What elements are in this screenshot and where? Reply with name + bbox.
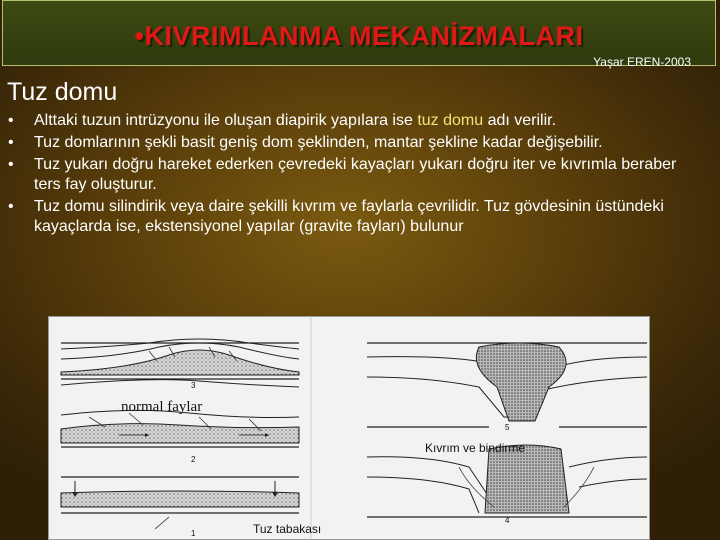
panel-number: 3 — [191, 381, 196, 390]
panel-number: 1 — [191, 529, 196, 538]
panel-number: 2 — [191, 455, 196, 464]
title-bar — [2, 0, 716, 69]
highlighted-term: tuz domu — [417, 112, 484, 129]
bullet-icon: • — [8, 156, 14, 173]
bullet-list — [8, 111, 698, 239]
author-credit: Yaşar EREN-2003 — [593, 55, 691, 69]
bullet-item — [8, 197, 698, 237]
bullet-text: Tuz domlarının şekli basit geniş dom şeklinden, mantar şekline kadar değişebilir. — [34, 134, 603, 151]
salt-dome-diagram — [48, 316, 650, 540]
section-title: Tuz domu — [7, 78, 118, 106]
bullet-text-end: adı verilir. — [483, 112, 557, 129]
bullet-text: Tuz domu silindirik veya daire şekilli kıvrım ve faylarla çevrilidir. Tuz gövdesinin üstündeki kayaçlarda ise, ekstensiyonel yapılar (gravite fayları) bulunur — [34, 198, 664, 235]
bullet-item — [8, 111, 698, 131]
panel-4-fold-thrust — [367, 445, 647, 517]
bullet-text: Tuz yukarı doğru hareket ederken çevredeki kayaçları yukarı doğru iter ve kıvrımla beraber ters fay oluşturur. — [34, 156, 677, 193]
label-fold-thrust: Kıvrım ve bindirme — [425, 441, 526, 455]
slide-title: •KIVRIMLANMA MEKANİZMALARI — [134, 21, 584, 51]
bullet-icon: • — [8, 112, 14, 129]
bullet-icon: • — [8, 134, 14, 151]
label-salt-layer: Tuz tabakası — [253, 522, 322, 536]
label-normal-faults: normal faylar — [121, 399, 203, 415]
bullet-icon: • — [8, 198, 14, 215]
bullet-text: Alttaki tuzun intrüzyonu ile oluşan diapirik yapılara ise — [34, 112, 418, 129]
diagram-drawing — [49, 317, 650, 540]
bullet-item — [8, 155, 698, 195]
bullet-item — [8, 133, 698, 153]
panel-number: 5 — [505, 423, 510, 432]
panel-number: 4 — [505, 516, 510, 525]
panel-3-gentle-dome — [61, 339, 299, 379]
panel-5-mushroom-dome — [367, 343, 647, 427]
